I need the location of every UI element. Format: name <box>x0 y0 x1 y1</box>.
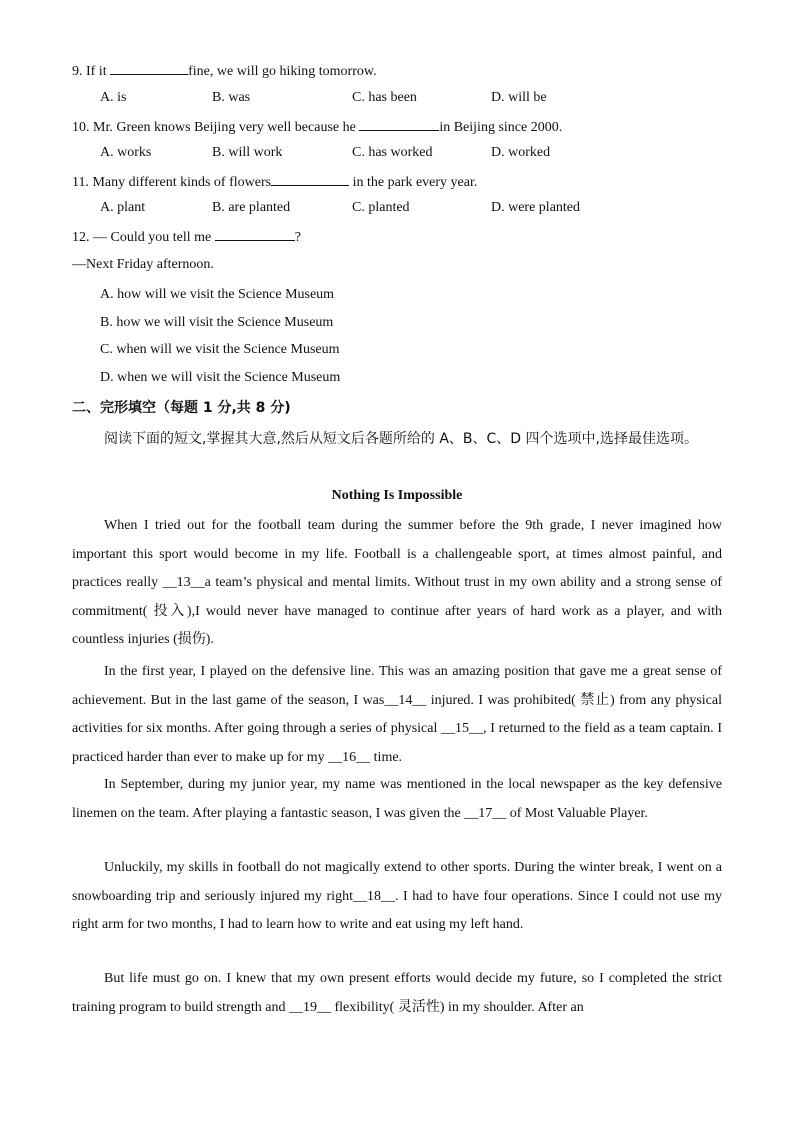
passage-paragraph-1: When I tried out for the football team during the summer before the 9th grade, I never imagined how important this sport would become in my life. Football is a challengeable sport, at times almost painful, and practices really __13__a team’s physical and mental limits. Without trust in my own ability and a strong sense of commitment( 投入),I would never have managed to continue after years of hard work as a player, and with countless injuries (损伤). <box>72 518 722 647</box>
option-b[interactable]: B. will work <box>212 145 283 160</box>
question-12-answer: —Next Friday afternoon. <box>72 257 214 272</box>
question-stem-end: fine, we will go hiking tomorrow. <box>188 64 377 79</box>
option-a[interactable]: A. how will we visit the Science Museum <box>100 287 335 302</box>
option-a[interactable]: A. plant <box>100 200 146 215</box>
option-c[interactable]: C. when will we visit the Science Museum <box>100 342 340 357</box>
question-stem: If it <box>86 64 111 79</box>
question-stem: Many different kinds of flowers <box>92 175 272 190</box>
answer-blank <box>359 118 439 131</box>
passage-title: Nothing Is Impossible <box>331 488 463 503</box>
question-12 <box>72 228 301 246</box>
passage-paragraph-4: Unluckily, my skills in football do not magically extend to other sports. During the winter break, I went on a snowboarding trip and seriously injured my right__18__. I had to have four operations. Since I could not use my right arm for two months, I had to learn how to write and eat using my left hand. <box>72 860 722 932</box>
question-number: 11. <box>72 175 89 190</box>
option-c[interactable]: C. planted <box>352 200 410 215</box>
question-stem-end: in the park every year. <box>349 175 478 190</box>
option-a[interactable]: A. works <box>100 145 152 160</box>
option-b[interactable]: B. are planted <box>212 200 291 215</box>
question-number: 9. <box>72 64 83 79</box>
option-c[interactable]: C. has been <box>352 90 417 105</box>
answer-blank <box>110 62 188 75</box>
option-b[interactable]: B. how we will visit the Science Museum <box>100 315 334 330</box>
passage-paragraph-5: But life must go on. I knew that my own present efforts would decide my future, so I completed the strict training program to build strength and __19__ flexibility( 灵活性) in my shoulder. After an <box>72 971 722 1015</box>
option-d[interactable]: D. will be <box>491 90 547 105</box>
option-c[interactable]: C. has worked <box>352 145 433 160</box>
question-stem-end: ? <box>294 230 301 245</box>
option-d[interactable]: D. when we will visit the Science Museum <box>100 370 341 385</box>
passage-paragraph-3: In September, during my junior year, my name was mentioned in the local newspaper as the key defensive linemen on the team. After playing a fantastic season, I was given the __17__ of Most Valuable Player. <box>72 777 722 821</box>
answer-blank <box>271 173 349 186</box>
option-d[interactable]: D. worked <box>491 145 551 160</box>
section-instruction: 阅读下面的短文,掌握其大意,然后从短文后各题所给的 A、B、C、D 四个选项中,选择最佳选项。 <box>104 431 698 447</box>
answer-blank <box>215 228 295 241</box>
question-stem: — Could you tell me <box>93 230 215 245</box>
option-a[interactable]: A. is <box>100 90 127 105</box>
question-11 <box>72 173 477 191</box>
question-number: 12. <box>72 230 90 245</box>
question-number: 10. <box>72 120 90 135</box>
passage-paragraph-2: In the first year, I played on the defensive line. This was an amazing position that gave me a great sense of achievement. But in the last game of the season, I was__14__ injured. I was prohibited( 禁止) from any physical activities for six months. After going through a series of physical __15__, I returned to the field as a team captain. I practiced harder than ever to make up for my __16__ time. <box>72 664 722 765</box>
question-stem-end: in Beijing since 2000. <box>439 120 563 135</box>
question-10 <box>72 118 562 136</box>
question-stem: Mr. Green knows Beijing very well because he <box>93 120 360 135</box>
option-b[interactable]: B. was <box>212 90 251 105</box>
section-heading: 二、完形填空（每题 1 分,共 8 分) <box>72 400 291 416</box>
option-d[interactable]: D. were planted <box>491 200 581 215</box>
question-9 <box>72 62 377 80</box>
